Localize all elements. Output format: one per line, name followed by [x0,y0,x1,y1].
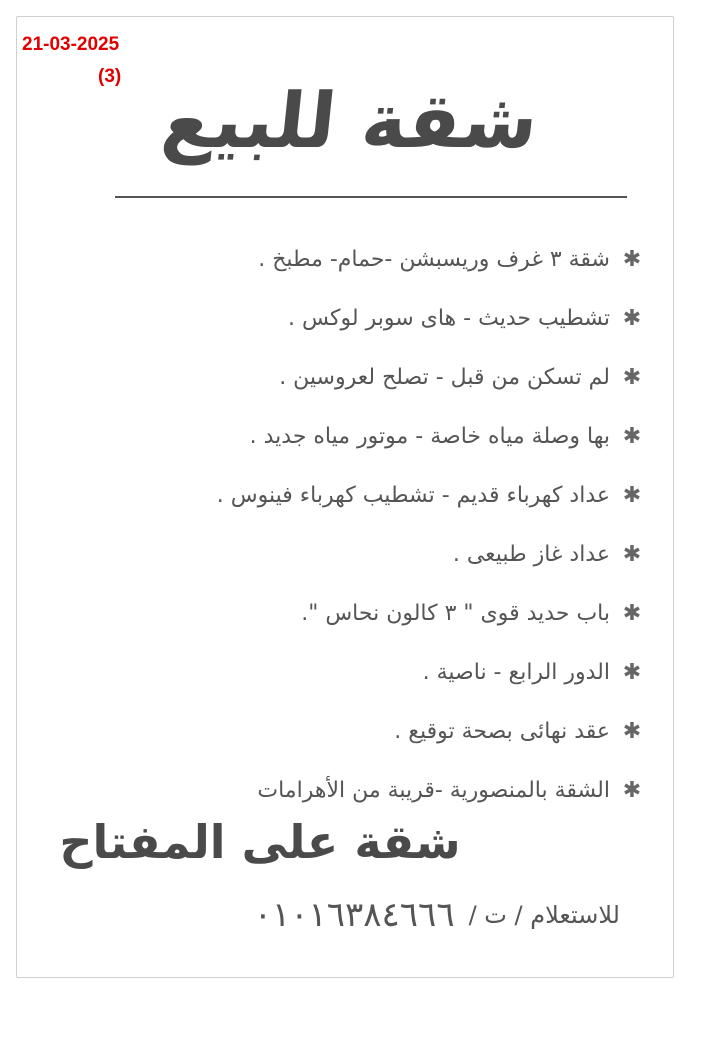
star-bullet-icon: ✱ [622,719,642,744]
star-bullet-icon: ✱ [622,424,642,449]
star-bullet-icon: ✱ [622,247,642,272]
feature-item [42,348,642,407]
feature-item [42,525,642,584]
feature-text: باب حديد قوى " ٣ كالون نحاس ". [301,601,610,626]
feature-text: عداد غاز طبيعى . [452,542,610,567]
date-label: 21-03-2025 [22,34,120,55]
slogan: شقة على المفتاح [59,815,461,869]
feature-item [42,407,642,466]
star-bullet-icon: ✱ [622,306,642,331]
feature-item [42,702,642,761]
star-bullet-icon: ✱ [622,778,642,803]
page-number-label: (3) [98,66,122,87]
feature-text: الدور الرابع - ناصية . [422,660,610,685]
feature-text: شقة ٣ غرف وريسبشن -حمام- مطبخ . [258,247,610,272]
feature-text: لم تسكن من قبل - تصلح لعروسين . [279,365,610,390]
star-bullet-icon: ✱ [622,365,642,390]
feature-text: تشطيب حديث - هاى سوبر لوكس . [288,306,610,331]
feature-text: عداد كهرباء قديم - تشطيب كهرباء فينوس . [216,483,610,508]
contact-prefix: للاستعلام / ت / [468,901,620,929]
feature-text: بها وصلة مياه خاصة - موتور مياه جديد . [249,424,610,449]
feature-item [42,230,642,289]
feature-text: الشقة بالمنصورية -قريبة من الأهرامات [257,778,610,803]
star-bullet-icon: ✱ [622,660,642,685]
feature-item [42,289,642,348]
features-list [42,230,642,820]
star-bullet-icon: ✱ [622,483,642,508]
feature-text: عقد نهائى بصحة توقيع . [394,719,610,744]
phone-number: ٠١٠١٦٣٨٤٦٦٦ [253,895,455,935]
feature-item [42,643,642,702]
feature-item [42,761,642,820]
star-bullet-icon: ✱ [622,601,642,626]
star-bullet-icon: ✱ [622,542,642,567]
contact-line [60,895,620,935]
feature-item [42,584,642,643]
title-underline [115,196,627,198]
feature-item [42,466,642,525]
page-title: شقة للبيع [157,76,543,165]
